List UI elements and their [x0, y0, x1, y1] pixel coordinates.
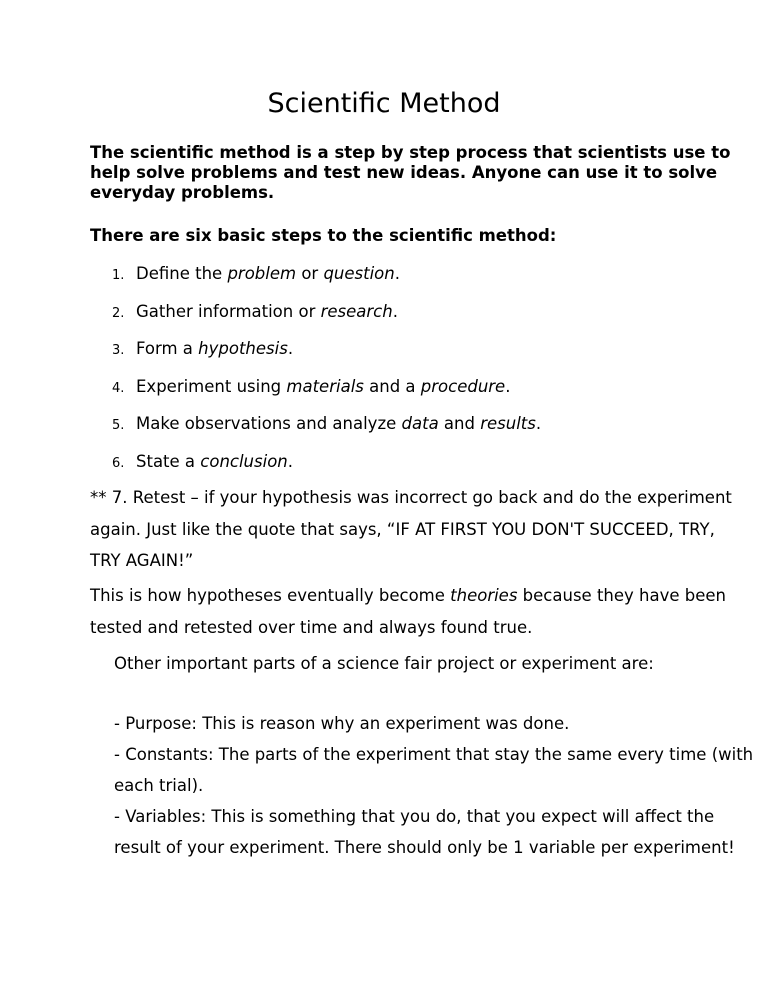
emphasis: procedure — [420, 376, 506, 396]
step-number: 3. — [112, 343, 125, 358]
emphasis: data — [401, 414, 439, 433]
theories-paragraph: This is how hypotheses eventually become theories because they have been tested and retested over time and always found true. — [90, 586, 726, 637]
step-number: 2. — [112, 305, 125, 321]
step-text: Form a hypothesis. — [136, 339, 294, 358]
emphasis: research — [320, 301, 393, 321]
step-number: 5. — [112, 418, 125, 433]
step-number: 4. — [112, 380, 125, 396]
step-text: Make observations and analyze data and results. — [136, 414, 542, 433]
step-text: State a conclusion. — [136, 451, 294, 471]
list-item: - Purpose: This is reason why an experiment was done. — [114, 714, 570, 733]
step-text: Define the problem or question. — [136, 264, 400, 283]
emphasis: results — [480, 414, 536, 433]
list-item: - Constants: The parts of the experiment that stay the same every time (with each trial). — [114, 745, 754, 795]
retest-paragraph: ** 7. Retest – if your hypothesis was incorrect go back and do the experiment again. Just like the quote that says, “IF AT FIRST YOU DON'T SUCCEED, TRY, TRY AGAIN!” — [90, 488, 732, 570]
emphasis: question — [323, 264, 395, 283]
list-item — [0, 337, 768, 375]
steps-list — [0, 262, 768, 487]
list-item — [0, 262, 768, 300]
list-item: - Variables: This is something that you do, that you expect will affect the result of your experiment. There should only be 1 variable per experiment! — [114, 807, 735, 857]
emphasis: hypothesis — [198, 339, 288, 358]
list-item — [0, 375, 768, 413]
step-text: Experiment using materials and a procedure. — [136, 376, 511, 396]
other-parts-paragraph: Other important parts of a science fair project or experiment are: — [114, 654, 654, 673]
emphasis: conclusion — [200, 451, 288, 471]
parts-list — [114, 708, 754, 863]
step-text: Gather information or research. — [136, 301, 398, 321]
emphasis: theories — [450, 586, 518, 605]
list-item — [0, 412, 768, 450]
page-title: Scientific Method — [267, 88, 501, 119]
steps-heading: There are six basic steps to the scientific method: — [90, 226, 557, 245]
emphasis: materials — [286, 376, 364, 396]
intro-paragraph: The scientific method is a step by step process that scientists use to help solve problems and test new ideas. Anyone can use it to solve everyday problems. — [90, 143, 731, 202]
list-item — [0, 300, 768, 338]
step-number: 1. — [112, 268, 125, 283]
emphasis: problem — [227, 264, 297, 283]
step-number: 6. — [112, 455, 125, 471]
